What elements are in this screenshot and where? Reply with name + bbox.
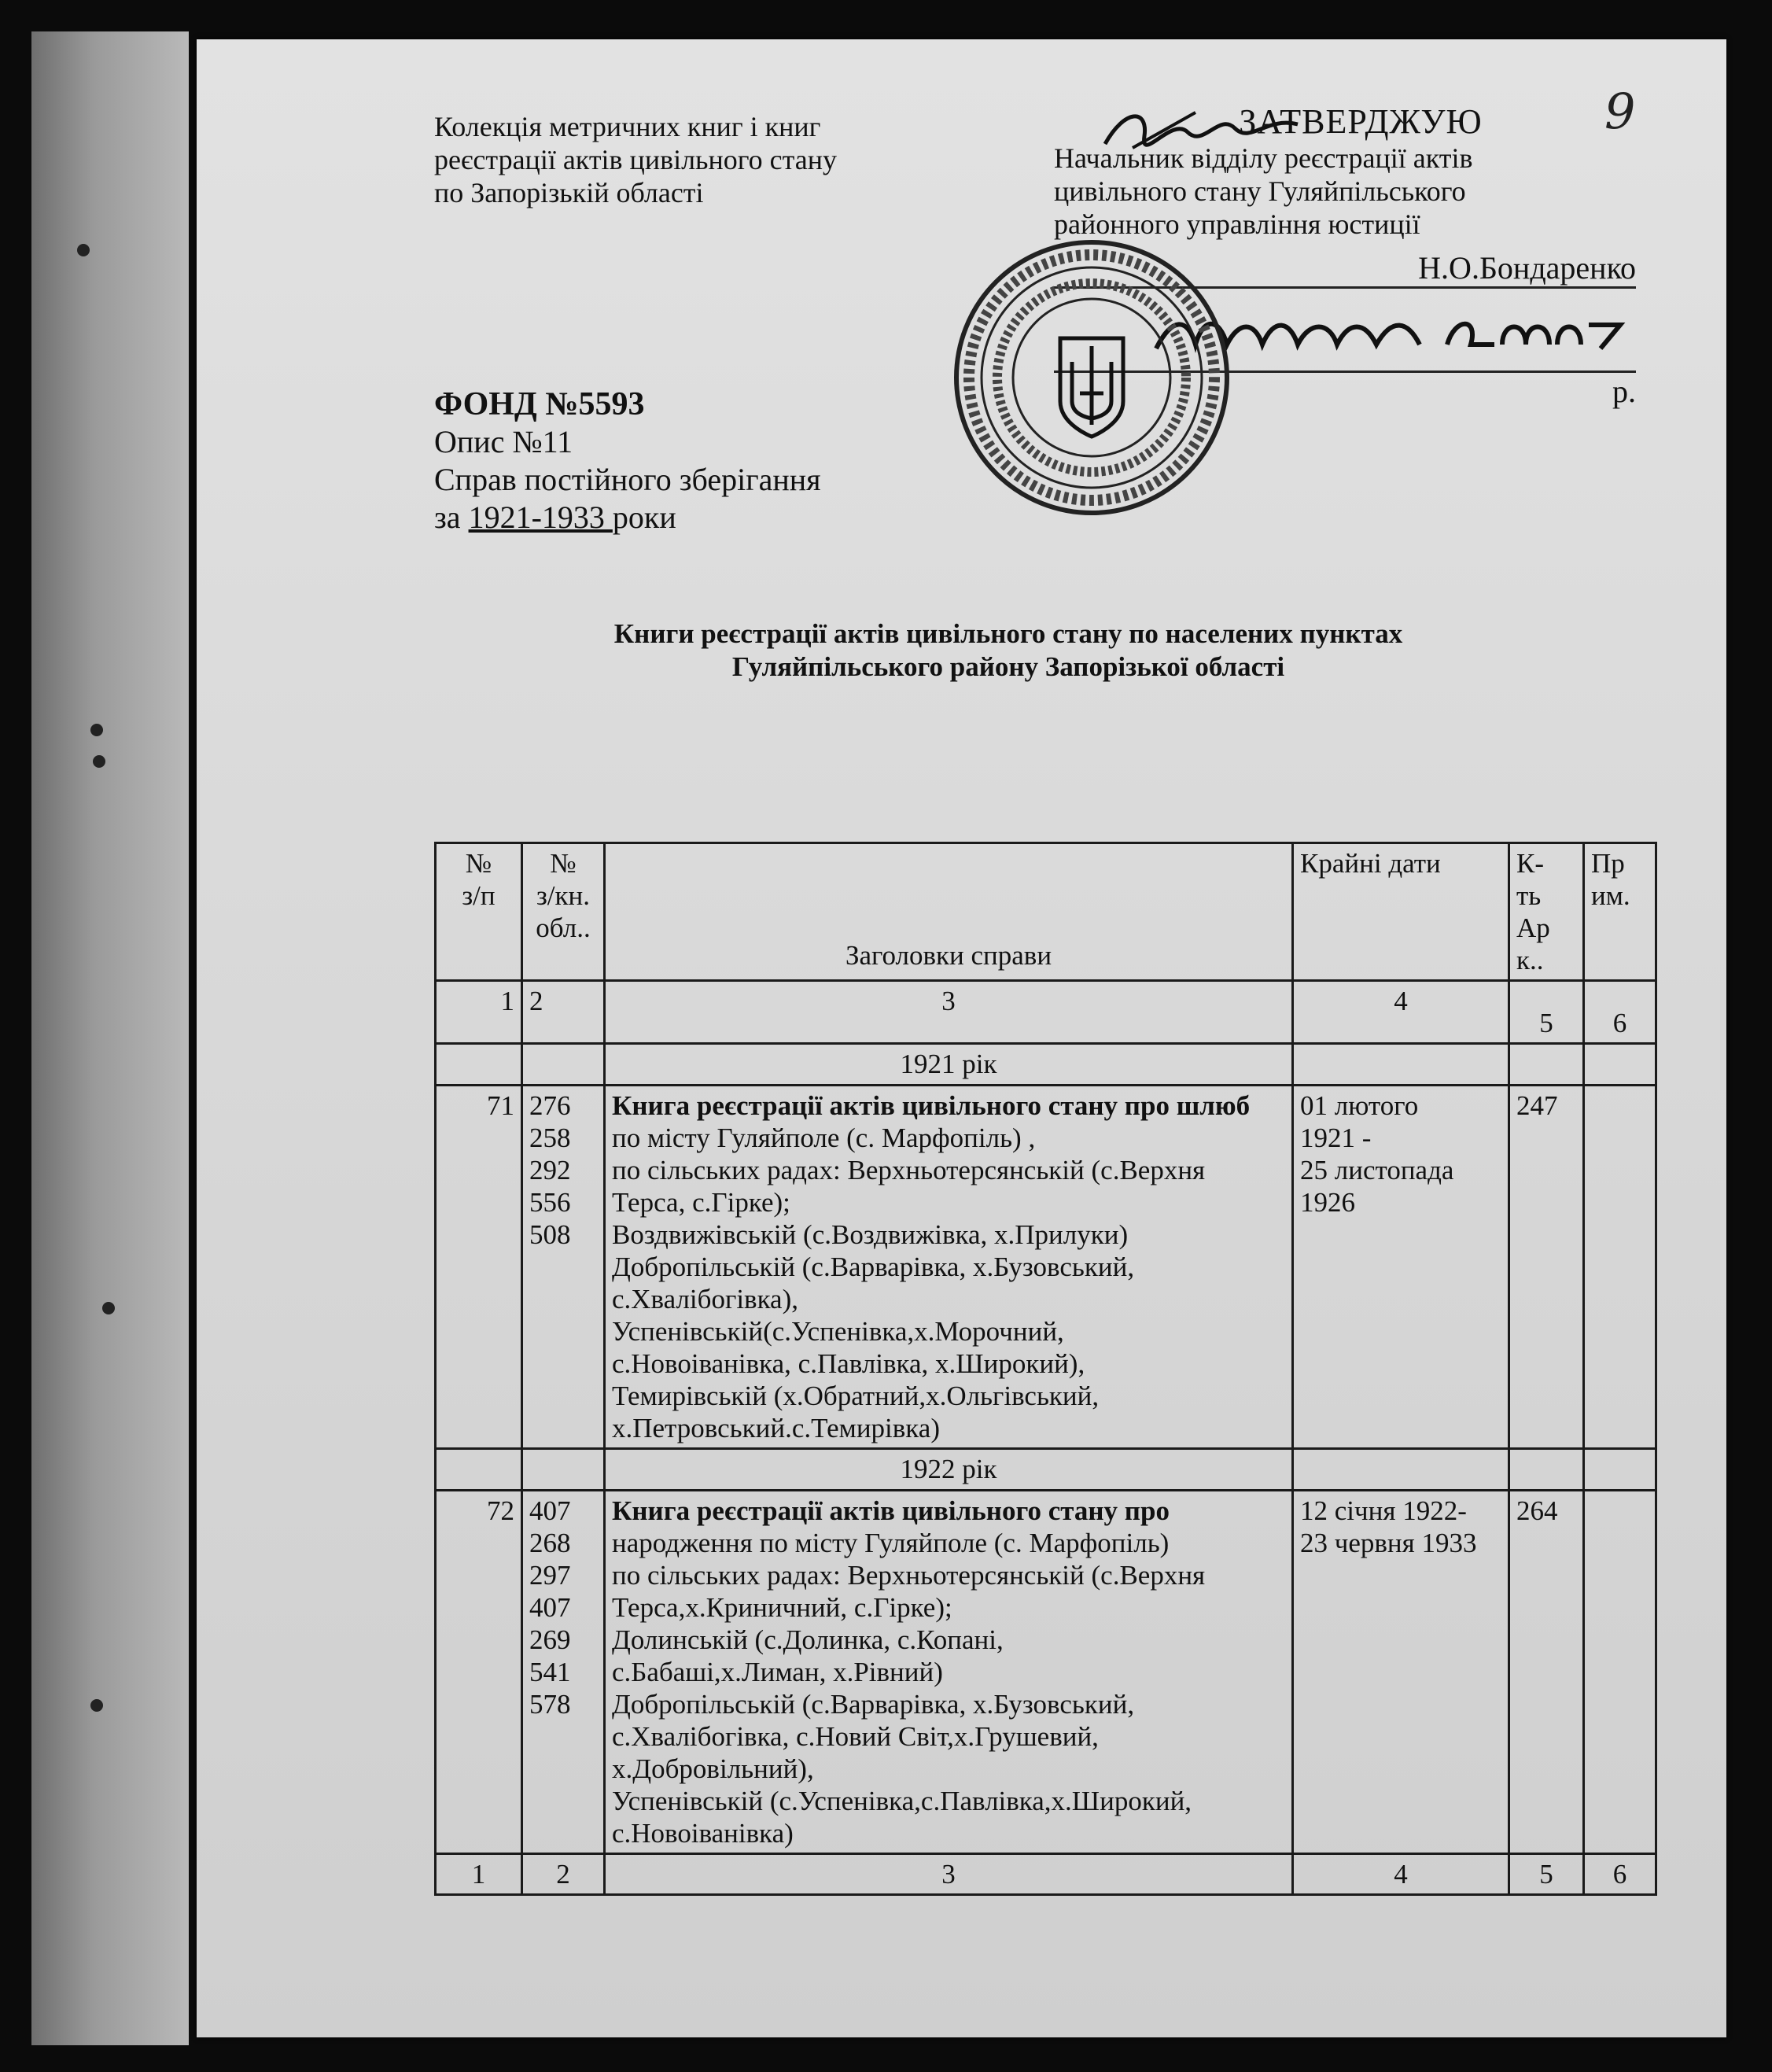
year-suffix: р. — [1612, 374, 1636, 409]
colnum-cell: 5 — [1509, 981, 1584, 1044]
binding-hole — [93, 755, 105, 768]
collection-line: по Запорізькій області — [434, 177, 704, 208]
years-range: 1921-1933 — [468, 500, 613, 535]
document-title — [434, 618, 1582, 684]
record-dates: 12 січня 1922- 23 червня 1933 — [1293, 1491, 1509, 1854]
header-dates: Крайні дати — [1293, 843, 1509, 981]
header-obl: № з/кн. обл.. — [522, 843, 605, 981]
official-seal — [950, 236, 1233, 519]
year-row — [436, 1449, 1656, 1491]
collection-line: реєстрації актів цивільного стану — [434, 144, 837, 175]
record-number: 71 — [436, 1086, 522, 1449]
header-sheets: К- ть Ар к.. — [1509, 843, 1584, 981]
header-notes: Пр им. — [1584, 843, 1656, 981]
colnum-cell: 6 — [1584, 981, 1656, 1044]
approval-line: Начальник відділу реєстрації актів — [1054, 142, 1473, 174]
storage-type: Справ постійного зберігання — [434, 462, 821, 497]
fond-years: за 1921-1933 роки — [434, 500, 676, 535]
title-line: Книги реєстрації актів цивільного стану по населених пунктах — [613, 618, 1403, 649]
binding-hole — [90, 1699, 103, 1712]
table-row — [436, 1491, 1656, 1854]
signature-scribble — [1101, 101, 1306, 156]
column-number-row — [436, 1854, 1656, 1895]
collection-line: Колекція метричних книг і книг — [434, 111, 821, 142]
approval-title: ЗАТВЕРДЖУЮ — [1239, 102, 1483, 141]
header-num: № з/п — [436, 843, 522, 981]
record-obl-numbers: 407 268 297 407 269 541 578 — [522, 1491, 605, 1854]
colnum-cell: 3 — [605, 1854, 1293, 1895]
colnum-cell: 2 — [522, 1854, 605, 1895]
year-label: 1922 рік — [605, 1449, 1293, 1491]
record-obl-numbers: 276 258 292 556 508 — [522, 1086, 605, 1449]
signer-name: Н.О.Бондаренко — [1054, 252, 1636, 289]
fond-block — [434, 385, 821, 536]
fond-number: ФОНД №5593 — [434, 386, 645, 422]
table-row — [436, 1086, 1656, 1449]
record-number: 72 — [436, 1491, 522, 1854]
table-header-row — [436, 843, 1656, 981]
page-number: 9 — [1604, 83, 1636, 140]
records-table — [434, 842, 1657, 1896]
colnum-cell: 3 — [605, 981, 1293, 1044]
record-notes — [1584, 1491, 1656, 1854]
colnum-cell: 4 — [1293, 1854, 1509, 1895]
collection-header — [434, 110, 837, 209]
binding-hole — [90, 724, 103, 736]
colnum-cell: 4 — [1293, 981, 1509, 1044]
colnum-cell: 6 — [1584, 1854, 1656, 1895]
colnum-cell: 5 — [1509, 1854, 1584, 1895]
binding-hole — [102, 1302, 115, 1314]
header-title: Заголовки справи — [605, 843, 1293, 981]
opys-number: Опис №11 — [434, 424, 573, 459]
colnum-cell: 1 — [436, 981, 522, 1044]
record-title: Книга реєстрації актів цивільного стану про шлюб по місту Гуляйполе (с. Марфопіль) , по сільських радах: Верхньотерсянській (с.Верхня Терса, с.Гірке); Воздвижівській (с.Воздвижівка, х.Прилуки) Добропільській (с.Варварівка, х.Бузовський, с.Хвалібогівка), Успенівській(с.Успенівка,х.Морочний, с.Новоіванівка, с.Павлівка, х.Широкий), Темирівській (х.Обратний,х.Ольгівський, х.Петровський.с.Темирівка) — [605, 1086, 1293, 1449]
record-sheets: 264 — [1509, 1491, 1584, 1854]
binding-hole — [77, 244, 90, 256]
year-row — [436, 1044, 1656, 1086]
year-label: 1921 рік — [605, 1044, 1293, 1086]
record-title: Книга реєстрації актів цивільного стану про народження по місту Гуляйполе (с. Марфопіль) по сільських радах: Верхньотерсянській (с.Верхня Терса,х.Криничний, с.Гірке); Долинській (с.Долинка, с.Копані, с.Бабаші,х.Лиман, х.Рівний) Добропільській (с.Варварівка, х.Бузовський, с.Хвалібогівка, с.Новий Світ,х.Грушевий, х.Добровільний), Успенівській (с.Успенівка,с.Павлівка,х.Широкий, с.Новоіванівка) — [605, 1491, 1293, 1854]
record-dates: 01 лютого 1921 - 25 листопада 1926 — [1293, 1086, 1509, 1449]
approval-line: цивільного стану Гуляйпільського — [1054, 175, 1466, 207]
colnum-cell: 2 — [522, 981, 605, 1044]
colnum-cell: 1 — [436, 1854, 522, 1895]
title-line: Гуляйпільського району Запорізької області — [731, 651, 1285, 682]
record-notes — [1584, 1086, 1656, 1449]
adjacent-page-edge — [31, 31, 189, 2045]
column-number-row — [436, 981, 1656, 1044]
record-sheets: 247 — [1509, 1086, 1584, 1449]
approval-line: районного управління юстиції — [1054, 208, 1420, 240]
